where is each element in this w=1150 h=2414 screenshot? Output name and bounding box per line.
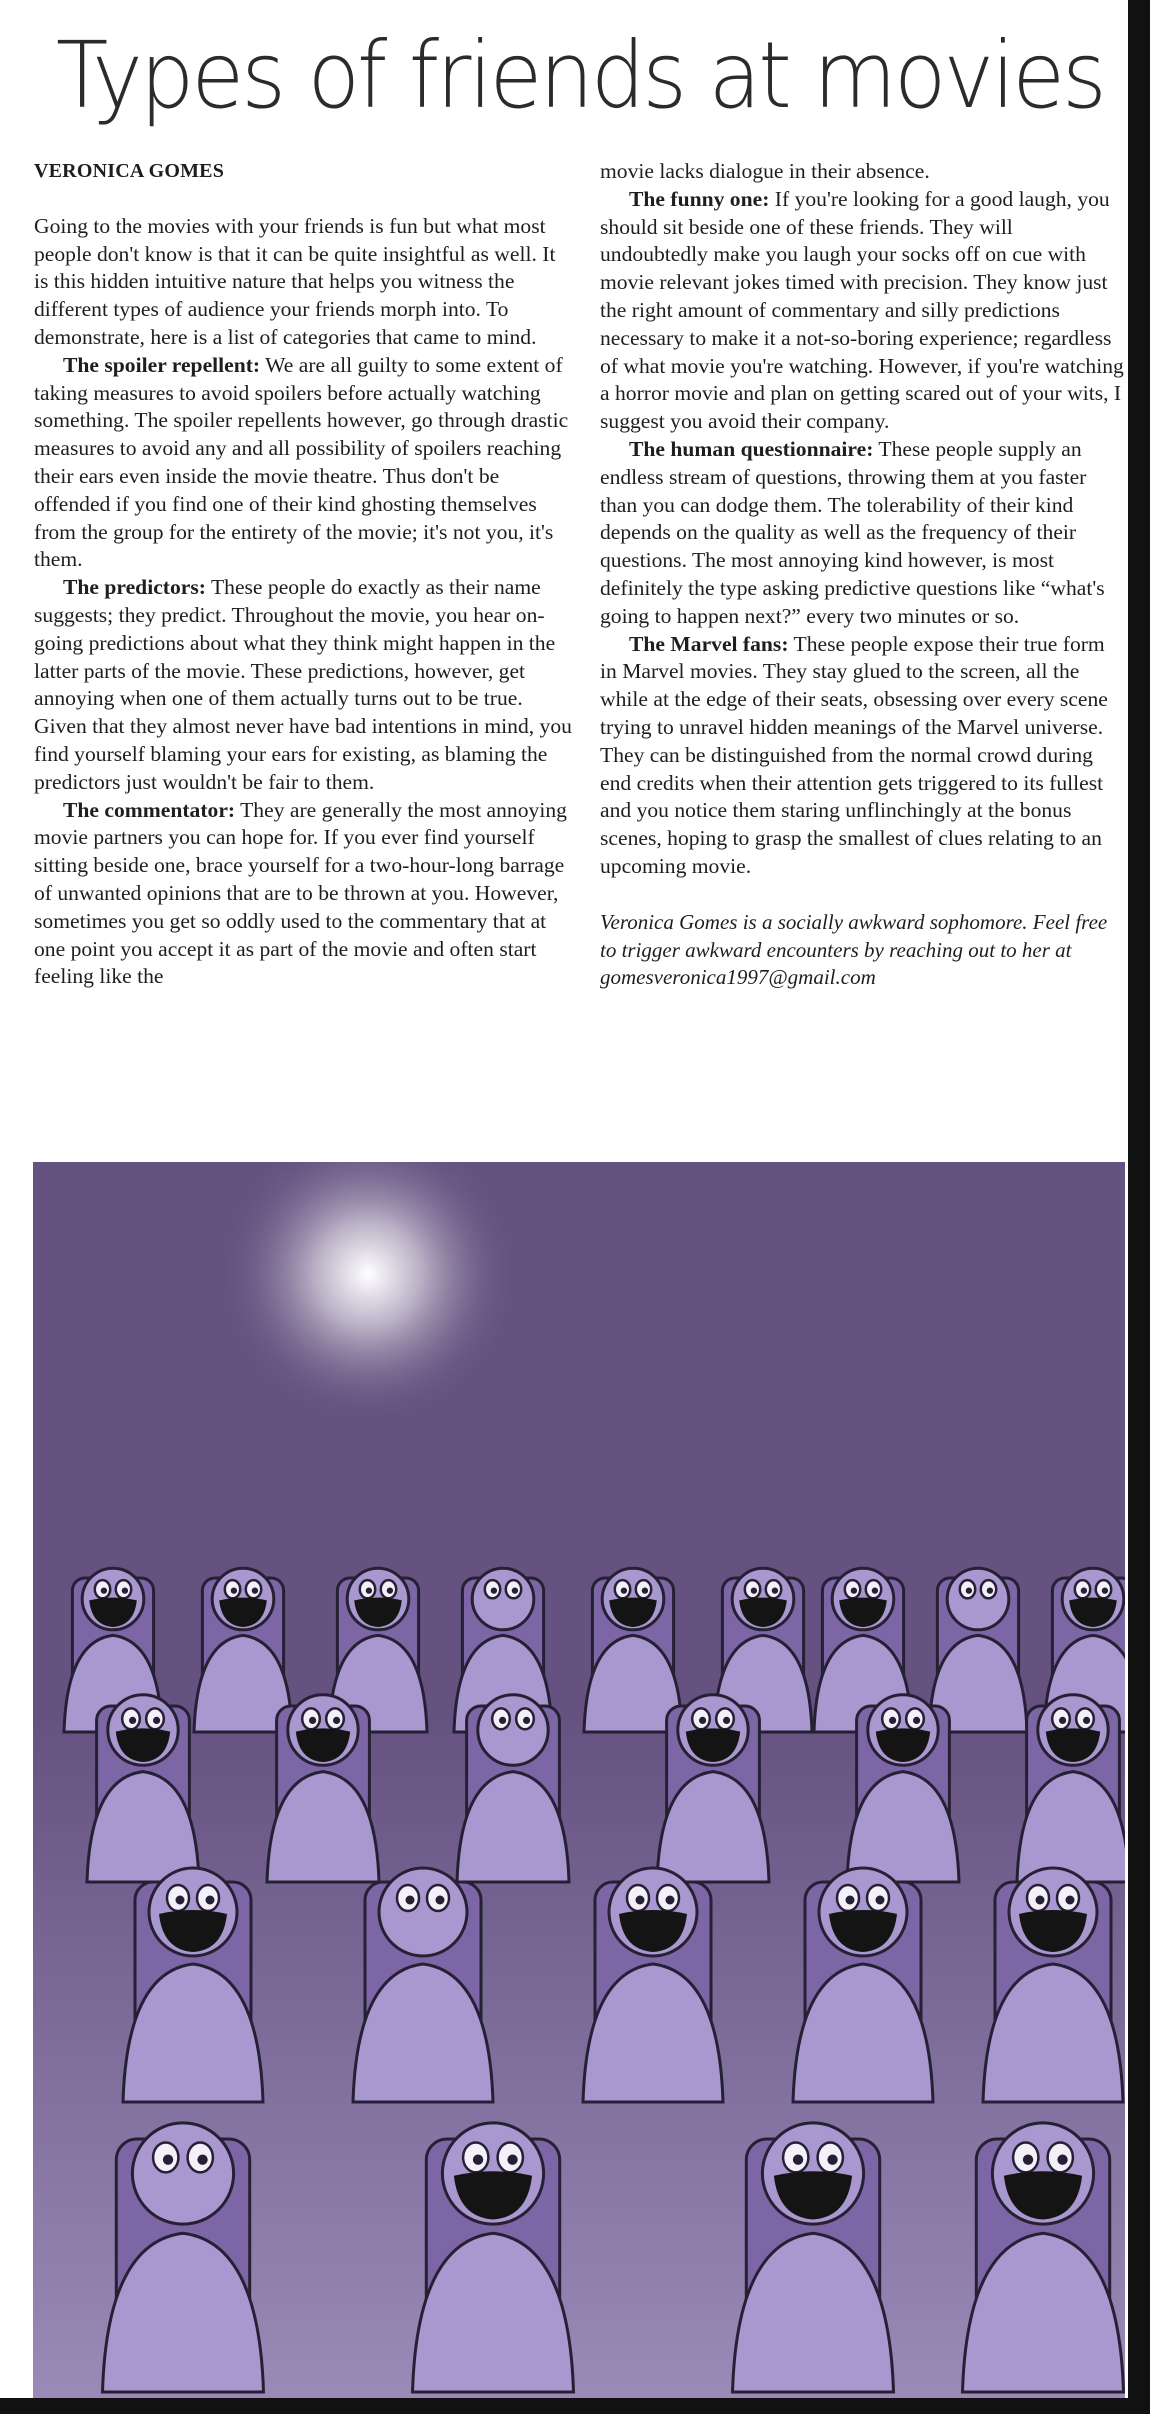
- audience-pupil: [827, 2155, 837, 2165]
- article-column-left: [34, 158, 572, 991]
- intro-paragraph: Going to the movies with your friends is fun but what most people don't know is that it can be quite insightful as well. It is this hidden intuitive nature that helps you witness the different types of audience your friends morph into. To demonstrate, here is a list of categories that came to mind.: [34, 213, 556, 349]
- audience-pupil: [473, 2155, 483, 2165]
- audience-pupil: [366, 1587, 372, 1593]
- audience-pupil: [512, 1587, 518, 1593]
- audience-pupil: [913, 1717, 920, 1724]
- audience-pupil: [699, 1717, 706, 1724]
- audience-pupil: [1023, 2155, 1033, 2165]
- audience-pupil: [197, 2155, 207, 2165]
- paragraph-text: These people do exactly as their name suggests; they predict. Throughout the movie, you hear on-going predictions about what they think might happen in the latter parts of the movie. These predictions, however, get annoying when one of them actually turns out to be true. Given that they almost never have bad intentions in mind, you find yourself blaming your ears for existing, as blaming the predictors just wouldn't be fair to them.: [34, 575, 572, 794]
- audience-pupil: [252, 1587, 258, 1593]
- audience-pupil: [793, 2155, 803, 2165]
- article-column-right: [600, 158, 1124, 992]
- audience-pupil: [163, 2155, 173, 2165]
- paragraph-predictors: [34, 574, 572, 796]
- audience-pupil: [176, 1896, 185, 1905]
- audience-head: [132, 2123, 233, 2224]
- audience-pupil: [876, 1896, 885, 1905]
- audience-pupil: [122, 1587, 128, 1593]
- author-note: Veronica Gomes is a socially awkward sophomore. Feel free to trigger awkward encounters by reaching out to her at gomesveronica1997@gmail.com: [600, 909, 1108, 990]
- paragraph-marvel-fans: [600, 631, 1124, 881]
- audience-pupil: [966, 1587, 972, 1593]
- audience-pupil: [406, 1896, 415, 1905]
- cinema-audience-illustration: [33, 1162, 1125, 2398]
- audience-pupil: [751, 1587, 757, 1593]
- audience-pupil: [499, 1717, 506, 1724]
- audience-head: [472, 1568, 534, 1630]
- paragraph-continuation: movie lacks dialogue in their absence.: [600, 159, 930, 183]
- paragraph-text: We are all guilty to some extent of taking measures to avoid spoilers before actually watching something. The spoiler repellents however, go through drastic measures to avoid any and all possibility of spoilers reaching their ears even inside the movie theatre. Thus don't be offended if you find one of their kind ghosting themselves from the group for the entirety of the movie; it's not you, it's them.: [34, 352, 569, 572]
- article-headline: Types of friends at movies: [56, 22, 1104, 129]
- paragraph-lead: The Marvel fans:: [629, 631, 789, 656]
- audience-pupil: [1059, 1717, 1066, 1724]
- paragraph-commentator: [34, 797, 572, 992]
- audience-pupil: [872, 1587, 878, 1593]
- audience-pupil: [636, 1896, 645, 1905]
- audience-head: [379, 1868, 467, 1956]
- paragraph-spoiler-repellent: [34, 352, 572, 574]
- audience-pupil: [666, 1896, 675, 1905]
- audience-pupil: [723, 1717, 730, 1724]
- page-border-right: [1128, 0, 1150, 2414]
- audience-pupil: [1083, 1717, 1090, 1724]
- audience-pupil: [846, 1896, 855, 1905]
- audience-pupil: [642, 1587, 648, 1593]
- audience-pupil: [491, 1587, 497, 1593]
- paragraph-text: These people expose their true form in Marvel movies. They stay glued to the screen, all the while at the edge of their seats, obsessing over every scene trying to unravel hidden meanings of the Marvel universe. They can be distinguished from the normal crowd during end credits when their attention gets triggered to its fullest and you notice them staring unflinchingly at the bonus scenes, hoping to grasp the smallest of clues relating to an upcoming movie.: [600, 631, 1108, 878]
- audience-pupil: [1081, 1587, 1087, 1593]
- paragraph-text: They are generally the most annoying movie partners you can hope for. If you ever find yourself sitting beside one, brace yourself for a two-hour-long barrage of unwanted opinions that are to be thrown at you. However, sometimes you get so oddly used to the commentary that at one point you accept it as part of the movie and often start feeling like the: [34, 797, 567, 989]
- audience-pupil: [387, 1587, 393, 1593]
- paragraph-lead: The commentator:: [63, 797, 236, 822]
- paragraph-text: These people supply an endless stream of questions, throwing them at you faster than you can dodge them. The tolerability of their kind depends on the quality as well as the frequency of their questions. The most annoying kind however, is most definitely the type asking predictive questions like “what's going to happen next?” every two minutes or so.: [600, 436, 1105, 628]
- audience-head: [478, 1695, 548, 1765]
- audience-pupil: [1102, 1587, 1108, 1593]
- paragraph-lead: The spoiler repellent:: [63, 352, 261, 377]
- audience-pupil: [1057, 2155, 1067, 2165]
- page-border-bottom: [0, 2398, 1150, 2414]
- audience-pupil: [1036, 1896, 1045, 1905]
- paragraph-human-questionnaire: [600, 436, 1124, 631]
- audience-pupil: [523, 1717, 530, 1724]
- audience-pupil: [987, 1587, 993, 1593]
- audience-pupil: [129, 1717, 136, 1724]
- audience-pupil: [436, 1896, 445, 1905]
- audience-pupil: [1066, 1896, 1075, 1905]
- paragraph-lead: The human questionnaire:: [629, 436, 874, 461]
- paragraph-funny-one: [600, 186, 1124, 436]
- audience-pupil: [231, 1587, 237, 1593]
- audience-pupil: [851, 1587, 857, 1593]
- audience-pupil: [309, 1717, 316, 1724]
- illustration-canvas: [33, 1162, 1125, 2398]
- audience-pupil: [889, 1717, 896, 1724]
- audience-pupil: [333, 1717, 340, 1724]
- audience-pupil: [621, 1587, 627, 1593]
- audience-pupil: [507, 2155, 517, 2165]
- audience-pupil: [101, 1587, 107, 1593]
- paragraph-text: If you're looking for a good laugh, you should sit beside one of these friends. They will undoubtedly make you laugh your socks off on cue with movie relevant jokes timed with precision. They know just the right amount of commentary and silly predictions necessary to make it a not-so-boring experience; regardless of what movie you're watching. However, if you're watching a horror movie and plan on getting scared out of your wits, I suggest you avoid their company.: [600, 186, 1124, 434]
- audience-head: [947, 1568, 1009, 1630]
- byline: VERONICA GOMES: [34, 160, 225, 182]
- audience-pupil: [206, 1896, 215, 1905]
- paragraph-lead: The predictors:: [63, 575, 206, 600]
- audience-pupil: [772, 1587, 778, 1593]
- paragraph-lead: The funny one:: [629, 186, 770, 211]
- audience-pupil: [153, 1717, 160, 1724]
